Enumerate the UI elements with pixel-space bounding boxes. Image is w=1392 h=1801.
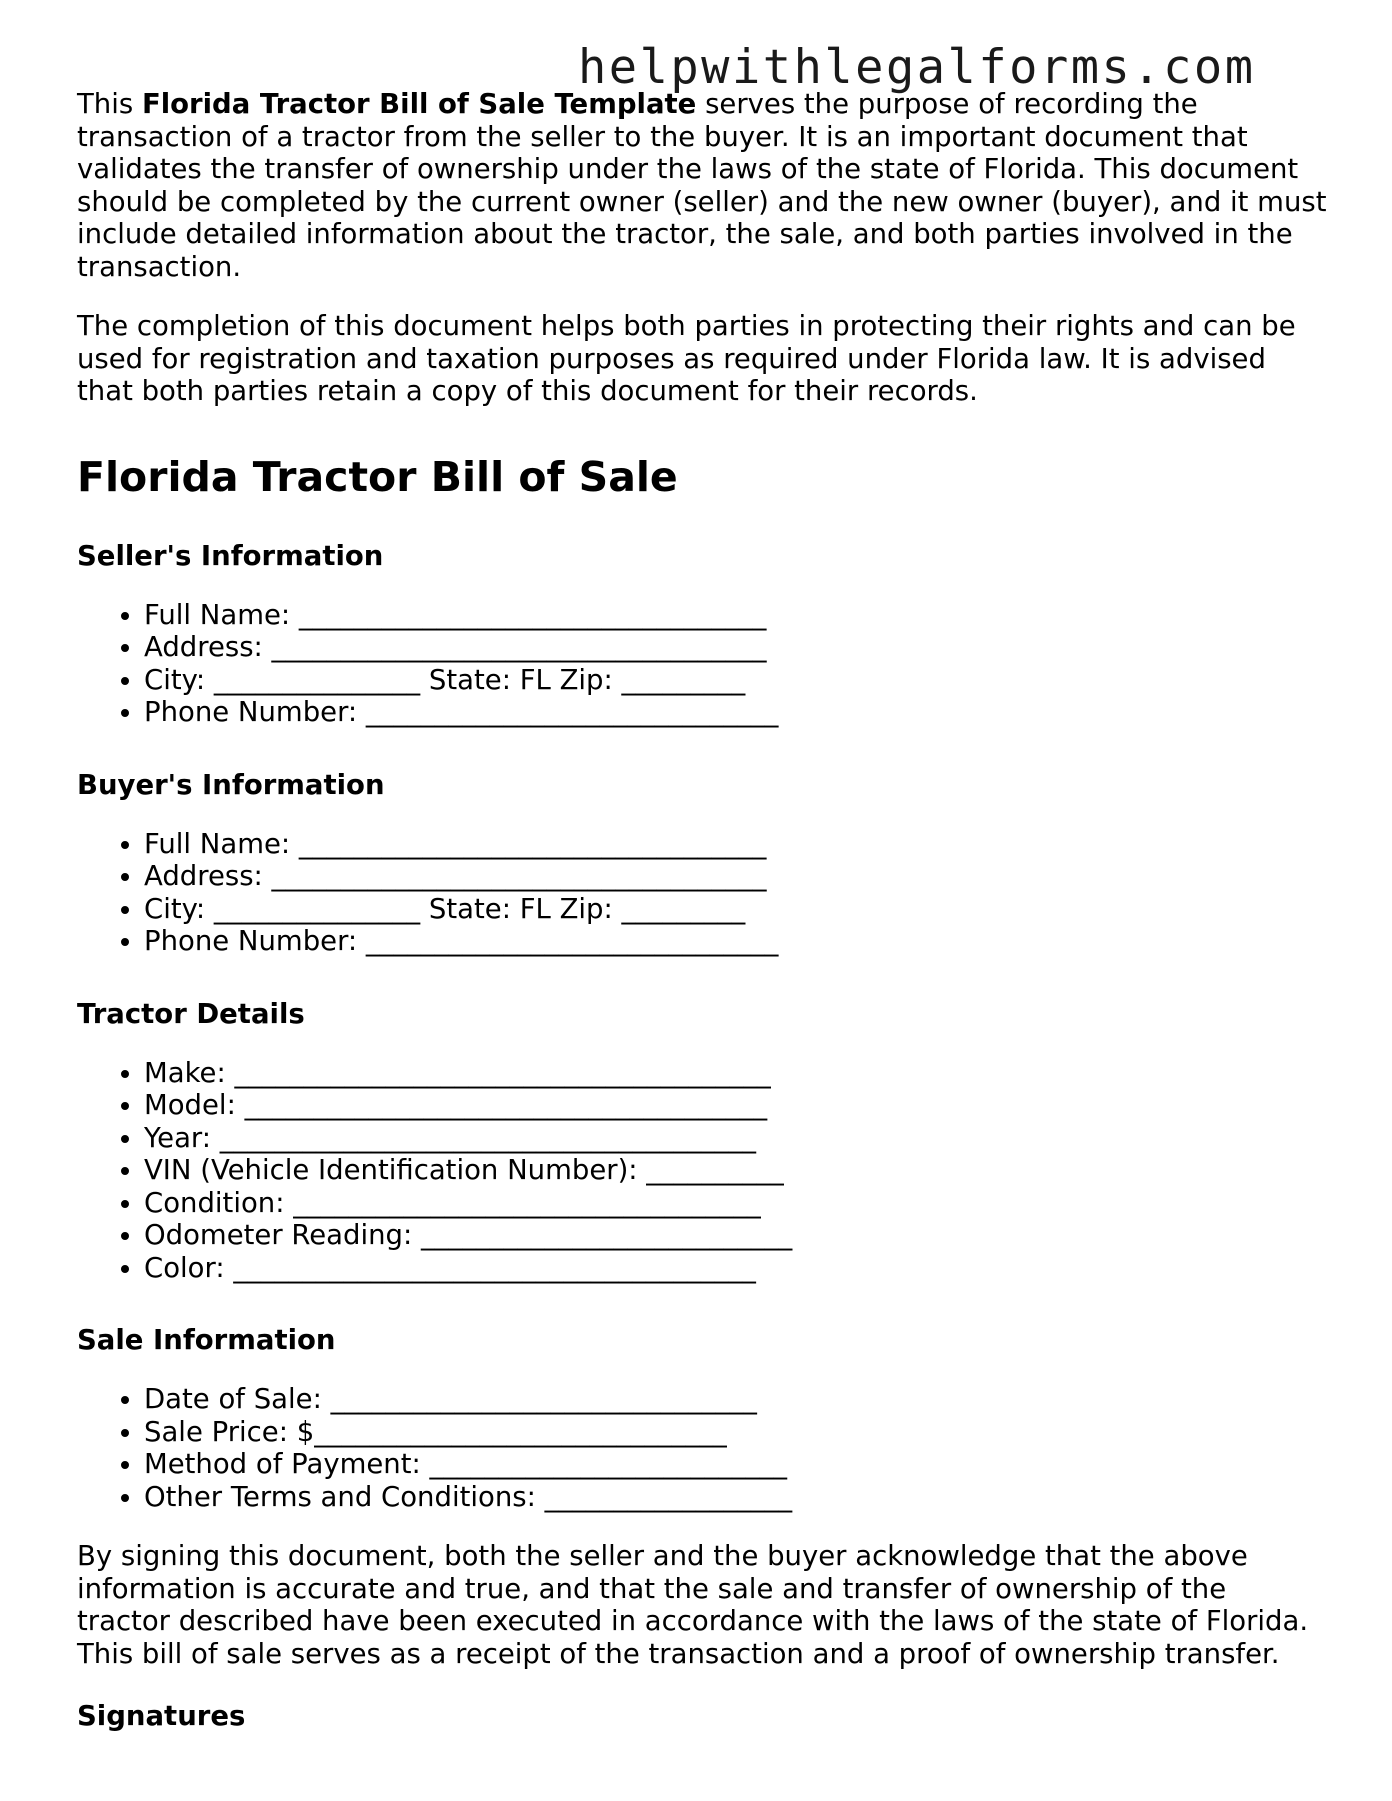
intro-paragraph-2: The completion of this document helps both parties in protecting their rights and can be used for registration and taxation purposes as required under Florida law. It is advised that both parties retain a copy of this document for their records. [77, 310, 1296, 407]
buyer-full-name-field[interactable]: • Full Name: __________________________________ [144, 828, 1327, 861]
tractor-model-field[interactable]: • Model: ______________________________________ [144, 1089, 1327, 1122]
intro-text: serves the purpose of recording the transaction of a tractor from the seller to the buyer. It is an important document that validates the transfer of ownership under the laws of the state of Florida. This document should be completed by the current owner (seller) and the new owner (buyer), and it must include detailed information about the tractor, the sale, and both parties involved in the transaction. [77, 88, 1327, 283]
buyer-city-state-zip-field[interactable]: • City: _______________ State: FL Zip: _________ [144, 893, 1327, 926]
seller-city-state-zip-field[interactable]: • City: _______________ State: FL Zip: _________ [144, 664, 1327, 697]
closing-paragraph: By signing this document, both the seller and the buyer acknowledge that the above information is accurate and true, and that the sale and transfer of ownership of the tractor described have been executed in accordance with the laws of the state of Florida. This bill of sale serves as a receipt of the transaction and a proof of ownership transfer. [77, 1540, 1309, 1670]
seller-phone-field[interactable]: • Phone Number: ______________________________ [144, 696, 1327, 729]
tractor-list [77, 1057, 1327, 1285]
sale-list [77, 1383, 1327, 1513]
watermark: helpwithlegalforms.com [578, 40, 1256, 95]
tractor-odometer-field[interactable]: • Odometer Reading: ___________________________ [144, 1219, 1327, 1252]
document-body [77, 88, 1327, 1732]
sale-heading: Sale Information [77, 1324, 336, 1356]
buyer-heading: Buyer's Information [77, 768, 385, 801]
tractor-heading: Tractor Details [77, 997, 305, 1030]
sale-other-terms-field[interactable]: • Other Terms and Conditions: __________________ [144, 1481, 1327, 1514]
intro-paragraph-1 [77, 88, 1327, 283]
tractor-vin-field[interactable]: • VIN (Vehicle Identification Number): __________ [144, 1154, 1327, 1187]
tractor-condition-field[interactable]: • Condition: __________________________________ [144, 1187, 1327, 1220]
sale-date-field[interactable]: • Date of Sale: _______________________________ [144, 1383, 1327, 1416]
intro-bold-title: Florida Tractor Bill of Sale Template [141, 88, 697, 120]
buyer-phone-field[interactable]: • Phone Number: ______________________________ [144, 925, 1327, 958]
buyer-list [77, 828, 1327, 958]
sale-price-field[interactable]: • Sale Price: $______________________________ [144, 1416, 1327, 1449]
tractor-year-field[interactable]: • Year: _______________________________________ [144, 1122, 1327, 1155]
seller-list [77, 599, 1327, 729]
seller-address-field[interactable]: • Address: ____________________________________ [144, 631, 1327, 664]
signatures-heading: Signatures [77, 1700, 246, 1732]
seller-full-name-field[interactable]: • Full Name: __________________________________ [144, 599, 1327, 632]
intro-prefix: This [77, 88, 142, 120]
page-title: Florida Tractor Bill of Sale [77, 452, 678, 501]
tractor-make-field[interactable]: • Make: _______________________________________ [144, 1057, 1327, 1090]
sale-payment-method-field[interactable]: • Method of Payment: __________________________ [144, 1448, 1327, 1481]
tractor-color-field[interactable]: • Color: ______________________________________ [144, 1252, 1327, 1285]
seller-heading: Seller's Information [77, 539, 384, 572]
buyer-address-field[interactable]: • Address: ____________________________________ [144, 860, 1327, 893]
